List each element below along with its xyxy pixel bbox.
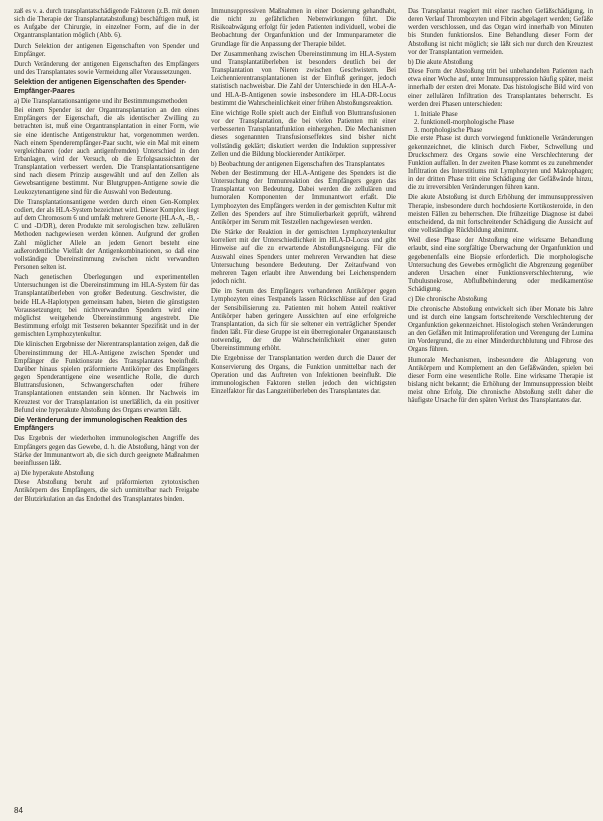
paragraph: Diese Form der Abstoßung tritt bei unbehandelten Patienten nach etwa einer Woche auf, unter Immunsuppression häufig später, meist innerhalb der ersten drei Monate. Das histologische Bild wird von einer zellulären Infiltration des Transplantates beherrscht. Es werden drei Phasen unterschieden: xyxy=(408,68,593,108)
page-number: 84 xyxy=(14,806,23,815)
list-item: 1. Initiale Phase xyxy=(414,110,458,118)
paragraph: Eine wichtige Rolle spielt auch der Einfluß von Bluttransfusionen vor der Transplantation, die bei vielen Patienten mit einer verbesserten Transplantatfunktion einhergehen. Die Mechanismen dieses sogenannten Transfusionseffektes sind bisher nicht vollständig geklärt; diskutiert werden die Induktion suppressiver Zellen und die Bildung blockierender Antikörper. xyxy=(211,109,396,158)
subsection-heading: b) Beobachtung der antigenen Eigenschaften des Transplantates xyxy=(211,160,385,168)
paragraph: Die erste Phase ist durch vorwiegend funktionelle Veränderungen gekennzeichnet, die klinisch durch Fieber, Schwellung und Druckschmerz des Organs sowie eine Verschlechterung der Funktion auffallen. In der zweiten Phase kommt es zu zunehmender Infiltration des Interstitiums mit Lymphozyten und Makrophagen; in der dritten Phase tritt eine Schädigung der Gefäßwände hinzu, die zu irreversiblen Veränderungen führen kann. xyxy=(408,135,593,192)
paragraph: Die klinischen Ergebnisse der Nierentransplantation zeigen, daß die Übereinstimmung der HLA-Antigene zwischen Spender und Empfänger die Funktionsrate des Transplantates beeinflußt. Darüber hinaus spielen präformierte Antikörper des Empfängers gegen Spenderantigene eine wesentliche Rolle, die durch Bluttransfusionen, Schwangerschaften oder frühere Transplantationen entstanden sein können. Ihr Nachweis im Kreuztest vor der Transplantation ist unerläßlich, da ein positiver Befund eine hyperakute Abstoßung des Organs erwarten läßt. xyxy=(14,341,199,414)
paragraph: Der Zusammenhang zwischen Übereinstimmung im HLA-System und Transplantatüberleben ist besonders deutlich bei der Transplantation von Nieren zwischen Geschwistern. Bei Leichennierentransplantationen ist der Einfluß geringer, jedoch statistisch nachweisbar. Die Zahl der Unterschiede in den HLA-A- und HLA-B-Antigenen sowie insbesondere im HLA-DR-Locus bestimmt die Wahrscheinlichkeit einer frühen Abstoßungsreaktion. xyxy=(211,50,396,107)
paragraph: Bei einem Spender ist der Organtransplantation an den eines Empfängers der Eigenschaft, die als identischer Zwilling zu betrachten ist, muß eine Organtransplantation in einer Form, wie sie eine identische Antigenstruktur hat, vorgenommen werden. Nach einem Spenderempfänger-Paar sucht, wie ein Mal mit einem vergleichbaren (oder auch antigenfremden) Unterschied in den Erbanlagen, wird der Versuch, ob die Erfolgsaussichten der Transplantation verbessert werden. Die Transplantationsantigene sind nach diesem Prinzip ausgewählt und auf den Zellen als Gewebsantigene bestimmt. Nur Blutgruppen-Antigene sowie die Leukozytenantigene sind für die Auswahl von Bedeutung. xyxy=(14,107,199,196)
paragraph: Die Ergebnisse der Transplantation werden durch die Dauer der Konservierung des Organs, die Funktion unmittelbar nach der Operation und das Auftreten von Infektionen beeinflußt. Die immunologischen Faktoren stellen jedoch den wichtigsten Einzelfaktor für das Langzeitüberleben des Transplantates dar. xyxy=(211,355,396,396)
subsection-heading: a) Die hyperakute Abstoßung xyxy=(14,470,94,478)
column-2 xyxy=(211,8,396,798)
paragraph: Durch Selektion der antigenen Eigenschaften von Spender und Empfänger. xyxy=(14,42,199,58)
section-heading: Die Veränderung der immunologischen Reaktion des Empfängers xyxy=(14,416,188,433)
list-item: 3. morphologische Phase xyxy=(414,127,483,135)
column-1 xyxy=(14,8,199,798)
paragraph: Nach genetischen Überlegungen und experimentellen Untersuchungen ist die Übereinstimmung im HLA-System für das Transplantatüberleben von großer Bedeutung. Geschwister, die beide HLA-Haplotypen gemeinsam haben, bieten die günstigsten Voraussetzungen; bei nichtverwandten Spendern wird eine möglichst weitgehende Übereinstimmung angestrebt. Die Bestimmung erfolgt mit Testseren bekannter Spezifität und in der gemischten Lymphozytenkultur. xyxy=(14,274,199,339)
paragraph: Humorale Mechanismen, insbesondere die Ablagerung von Antikörpern und Komplement an den Gefäßwänden, spielen bei dieser Form eine wesentliche Rolle. Eine wirksame Therapie ist bislang nicht bekannt; die Erhöhung der Immunsuppression bleibt meist ohne Erfolg. Die chronische Abstoßung stellt daher die häufigste Ursache für den späten Verlust des Transplantates dar. xyxy=(408,356,593,405)
paragraph: Diese Abstoßung beruht auf präformierten zytotoxischen Antikörpern des Empfängers, die sich unmittelbar nach Freigabe der Blutzirkulation an das Endothel des Transplantates binden. xyxy=(14,479,199,503)
section-heading: Selektion der antigenen Eigenschaften des Spender-Empfänger-Paares xyxy=(14,79,187,95)
paragraph: Die Transplantationsantigene werden durch einen Gen-Komplex codiert, der als HLA-System bezeichnet wird. Dieser Komplex liegt auf dem Chromosom 6 und umfaßt mehrere Genorte (HLA-A, -B, -C und -D/DR), deren Produkte mit serologischen bzw. zellulären Methoden nachgewiesen werden können. Aufgrund der großen Zahl möglicher Allele an jedem Genort besteht eine außerordentliche Vielfalt der Antigenkombinationen, so daß eine vollständige Übereinstimmung zwischen nicht verwandten Personen selten ist. xyxy=(14,198,199,272)
column-3 xyxy=(408,8,593,798)
subsection-heading: c) Die chronische Abstoßung xyxy=(408,296,488,304)
paragraph: Die akute Abstoßung ist durch Erhöhung der immunsuppressiven Therapie, insbesondere durch hochdosierte Kortikosteroide, in den meisten Fällen zu beherrschen. Die frühzeitige Diagnose ist dabei entscheidend, da mit fortschreitender Schädigung die Aussicht auf eine vollständige Rückbildung abnimmt. xyxy=(408,194,593,235)
paragraph: Immunsuppressiven Maßnahmen in einer Dosierung gehandhabt, die nicht zu gefährlichen Nebenwirkungen führt. Die Risikoabwägung erfolgt für jeden Patienten individuell, wobei die Beobachtung der Organfunktion und der Immunparameter die Grundlage für die Anpassung der Therapie bildet. xyxy=(211,8,396,48)
paragraph: zaß es v. a. durch transplantatschädigende Faktoren (z.B. mit denen sich die Therapie der Transplantatabstoßung) beschäftigen muß, ist es Aufgabe der Chirurgie, in einzelner Form, auf die in der Organtransplantation möglich (Abb. 6). xyxy=(14,8,199,40)
paragraph: Weil diese Phase der Abstoßung eine wirksame Behandlung erlaubt, sind eine sorgfältige Überwachung der Organfunktion und gegebenenfalls eine Biopsie erforderlich. Die morphologische Untersuchung des Gewebes ermöglicht die Abgrenzung gegenüber anderen Ursachen einer Funktionsverschlechterung, wie Tubulusnekrose, Abflußbehinderung oder medikamentöse Schädigung. xyxy=(408,237,593,294)
subsection-heading: b) Die akute Abstoßung xyxy=(408,58,473,66)
list-item: 2. funktionell-morphologische Phase xyxy=(414,119,515,127)
text-columns xyxy=(14,8,593,798)
paragraph: Die Stärke der Reaktion in der gemischten Lymphozytenkultur korreliert mit der Unterschiedlichkeit im HLA-D-Locus und gibt Hinweise auf die zu erwartende Abstoßungsneigung. Für die Auswahl eines Spenders unter mehreren Verwandten hat diese Untersuchung besondere Bedeutung. Der Zeitaufwand von mehreren Tagen erlaubt ihre Anwendung bei Leichenspendern jedoch nicht. xyxy=(211,229,396,286)
paragraph: Durch Veränderung der antigenen Eigenschaften des Empfängers und des Transplantates sowie Vermeidung aller Voraussetzungen. xyxy=(14,60,199,77)
paragraph: Neben der Bestimmung der HLA-Antigene des Spenders ist die Untersuchung der Immunreaktion des Empfängers gegen das Transplantat von Bedeutung. Dabei werden die zellulären und humoralen Komponenten der Immunantwort erfaßt. Die Lymphozyten des Empfängers werden in der gemischten Kultur mit Zellen des Spenders auf ihre Stimulierbarkeit geprüft, während Antikörper im Serum mit Testzellen nachgewiesen werden. xyxy=(211,170,396,226)
paragraph: Das Transplantat reagiert mit einer raschen Gefäßschädigung, in deren Verlauf Thrombozyten und Fibrin abgelagert werden; Gefäße werden verschlossen, und das Organ wird innerhalb von Minuten bis Stunden funktionslos. Eine Behandlung dieser Form der Abstoßung ist nicht möglich; sie läßt sich nur durch den Kreuztest vor der Transplantation vermeiden. xyxy=(408,8,593,56)
paragraph: Die chronische Abstoßung entwickelt sich über Monate bis Jahre und ist durch eine langsam fortschreitende Verschlechterung der Organfunktion gekennzeichnet. Histologisch stehen Veränderungen an den Gefäßen mit Intimaproliferation und Verengung der Lumina im Vordergrund, die zu einer Minderdurchblutung und Fibrose des Organs führen. xyxy=(408,305,593,354)
paragraph: Das Ergebnis der wiederholten immunologischen Angriffe des Empfängers gegen das Gewebe, d. h. die Abstoßung, hängt von der Stärke der Immunantwort ab, die sich durch geeignete Maßnahmen beeinflussen läßt. xyxy=(14,435,199,467)
subsection-heading: a) Die Transplantationsantigene und ihr Bestimmungsmethoden xyxy=(14,97,188,105)
paragraph: Die im Serum des Empfängers vorhandenen Antikörper gegen Lymphozyten eines Testpanels lassen Rückschlüsse auf den Grad der Sensibilisierung zu. Patienten mit hohem Anteil reaktiver Antikörper haben geringere Aussichten auf eine erfolgreiche Transplantation, da sich für sie seltener ein verträglicher Spender finden läßt. Für diese Gruppe ist ein überregionaler Organaustausch notwendig, der die Wahrscheinlichkeit einer guten Übereinstimmung erhöht. xyxy=(211,288,396,353)
